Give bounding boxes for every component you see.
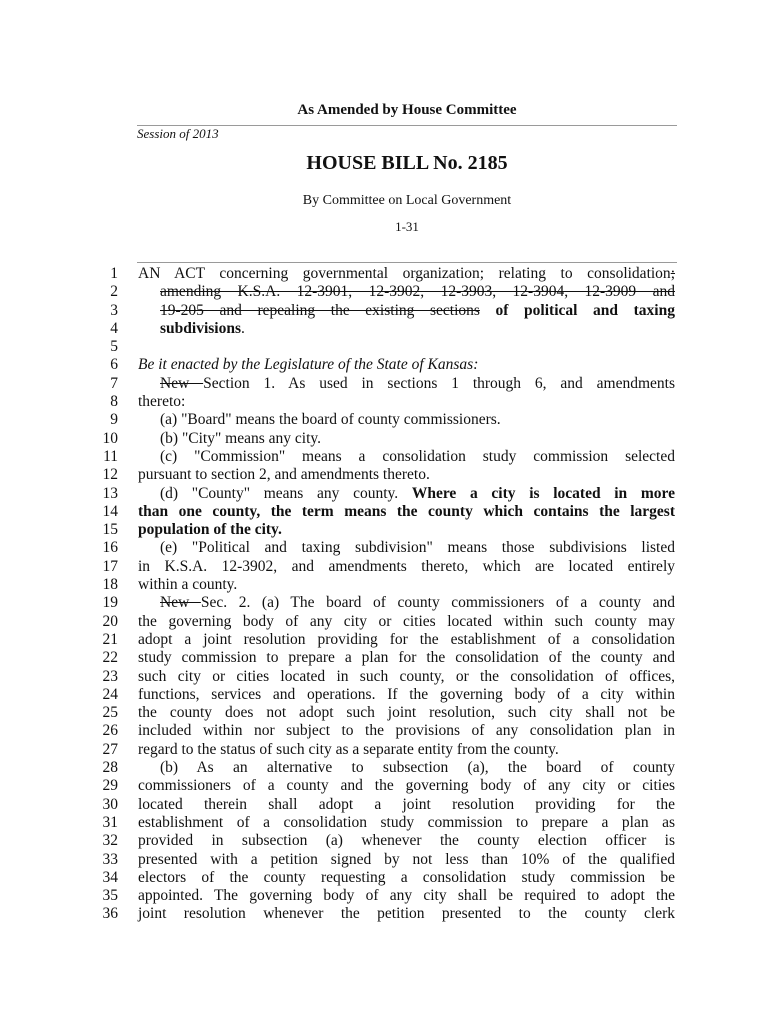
- line-text: [138, 466, 675, 484]
- line-number: 3: [110, 301, 118, 319]
- line-text: [138, 485, 675, 503]
- line-number: 30: [102, 795, 118, 813]
- line-number: 16: [102, 539, 118, 557]
- line-text: [138, 796, 675, 814]
- struck-text: New: [160, 374, 204, 392]
- line-number: 9: [110, 411, 118, 429]
- line-text: [138, 283, 675, 301]
- bill-line: [0, 668, 770, 686]
- struck-text: New: [160, 594, 201, 612]
- bill-line: [0, 448, 770, 466]
- text-segment: joint resolution whenever the petition presented to the county clerk: [138, 905, 675, 923]
- line-number: 21: [102, 630, 118, 648]
- line-text: [138, 411, 675, 429]
- text-segment: (d) "County" means any county.: [160, 484, 412, 502]
- bill-text: [0, 265, 770, 924]
- text-segment: commissioners of a county and the governing body of any city or cities: [138, 777, 675, 795]
- line-text: [138, 704, 675, 722]
- line-number: 35: [102, 887, 118, 905]
- text-segment: Be it enacted by the Legislature of the State of Kansas:: [138, 356, 479, 374]
- line-number: 34: [102, 868, 118, 886]
- bill-line: [0, 393, 770, 411]
- line-text: [138, 558, 675, 576]
- session-label: Session of 2013: [137, 126, 219, 141]
- line-text: [138, 869, 675, 887]
- text-segment: within a county.: [138, 576, 238, 594]
- line-number: 12: [102, 466, 118, 484]
- line-text: [138, 668, 675, 686]
- line-number: 23: [102, 667, 118, 685]
- line-number: 14: [102, 502, 118, 520]
- bill-line: [0, 430, 770, 448]
- bill-line: [0, 686, 770, 704]
- line-number: 17: [102, 557, 118, 575]
- line-text: [138, 594, 675, 612]
- line-text: [138, 430, 675, 448]
- text-segment: located therein shall adopt a joint resolution providing for the: [138, 795, 675, 813]
- line-text: [138, 686, 675, 704]
- line-number: 6: [110, 356, 118, 374]
- text-segment: electors of the county requesting a consolidation study commission be: [138, 868, 675, 886]
- bill-title: HOUSE BILL No. 2185: [306, 152, 508, 174]
- text-segment: functions, services and operations. If the governing body of a city within: [138, 685, 675, 703]
- text-segment: (b) "City" means any city.: [160, 429, 322, 447]
- amendment-text: of political and taxing: [479, 301, 675, 319]
- line-text: [138, 356, 675, 374]
- line-text: [138, 851, 675, 869]
- line-number: 33: [102, 850, 118, 868]
- text-segment: regard to the status of such city as a separate entity from the county.: [138, 740, 559, 758]
- bill-line: [0, 375, 770, 393]
- line-text: [138, 448, 675, 466]
- bill-line: [0, 503, 770, 521]
- line-number: 29: [102, 777, 118, 795]
- line-number: 25: [102, 704, 118, 722]
- bill-line: [0, 411, 770, 429]
- line-text: [138, 631, 675, 649]
- bill-line: [0, 558, 770, 576]
- text-segment: adopt a joint resolution providing for the establishment of a consolidation: [138, 630, 675, 648]
- line-number: 22: [102, 649, 118, 667]
- line-number: 4: [110, 319, 118, 337]
- text-segment: included within nor subject to the provisions of any consolidation plan in: [138, 722, 675, 740]
- line-text: [138, 741, 675, 759]
- line-number: 13: [102, 484, 118, 502]
- text-segment: .: [241, 319, 245, 337]
- line-text: [138, 539, 675, 557]
- bill-line: [0, 302, 770, 320]
- line-number: 8: [110, 393, 118, 411]
- struck-text: ;: [670, 265, 675, 282]
- bill-line: [0, 777, 770, 795]
- line-number: 20: [102, 612, 118, 630]
- line-text: [138, 521, 675, 539]
- line-text: [138, 576, 675, 594]
- bill-line: [0, 521, 770, 539]
- line-number: 10: [102, 429, 118, 447]
- bill-line: [0, 631, 770, 649]
- bill-line: [0, 338, 770, 356]
- line-text: [138, 320, 675, 338]
- bill-line: [0, 851, 770, 869]
- bill-line: [0, 649, 770, 667]
- line-number: 5: [110, 338, 118, 356]
- bill-line: [0, 576, 770, 594]
- bill-line: [0, 539, 770, 557]
- bill-line: [0, 613, 770, 631]
- bill-line: [0, 832, 770, 850]
- line-text: [138, 302, 675, 320]
- line-number: 36: [102, 905, 118, 923]
- struck-text: 19-205 and repealing the existing sections: [160, 301, 480, 319]
- text-segment: pursuant to section 2, and amendments thereto.: [138, 466, 430, 484]
- text-segment: presented with a petition signed by not less than 10% of the qualified: [138, 850, 675, 868]
- text-segment: (c) "Commission" means a consolidation study commission selected: [160, 447, 675, 465]
- line-text: [138, 503, 675, 521]
- line-text: [138, 265, 675, 283]
- amendment-text: population of the city.: [138, 521, 282, 539]
- bill-line: [0, 320, 770, 338]
- bill-date: 1-31: [395, 219, 419, 234]
- line-number: 31: [102, 813, 118, 831]
- line-number: 7: [110, 374, 118, 392]
- bill-line: [0, 485, 770, 503]
- bill-line: [0, 356, 770, 374]
- bill-line: [0, 466, 770, 484]
- text-segment: in K.S.A. 12-3902, and amendments thereto, which are located entirely: [138, 557, 675, 575]
- text-segment: appointed. The governing body of any city shall be required to adopt the: [138, 887, 675, 905]
- line-text: [138, 722, 675, 740]
- bill-line: [0, 722, 770, 740]
- text-segment: study commission to prepare a plan for the consolidation of the county and: [138, 649, 675, 667]
- line-number: 19: [102, 594, 118, 612]
- line-number: 18: [102, 576, 118, 594]
- text-segment: AN ACT concerning governmental organization; relating to consolidation: [138, 265, 671, 282]
- line-number: 1: [110, 265, 118, 282]
- line-text: [138, 393, 675, 411]
- line-number: 24: [102, 685, 118, 703]
- struck-text: amending K.S.A. 12-3901, 12-3902, 12-3903, 12-3904, 12-3909 and: [160, 283, 675, 301]
- text-segment: establishment of a consolidation study commission to prepare a plan as: [138, 813, 675, 831]
- line-number: 28: [102, 759, 118, 777]
- amendment-text: subdivisions: [160, 319, 241, 337]
- text-segment: (b) As an alternative to subsection (a), the board of county: [160, 759, 675, 777]
- line-text: [138, 905, 675, 923]
- bill-sponsor: By Committee on Local Government: [302, 193, 512, 208]
- line-number: 32: [102, 832, 118, 850]
- text-segment: thereto:: [138, 393, 186, 411]
- line-text: [138, 887, 675, 905]
- bill-line: [0, 283, 770, 301]
- line-text: [138, 649, 675, 667]
- amendment-text: than one county, the term means the county which contains the largest: [138, 502, 675, 520]
- line-text: [138, 613, 675, 631]
- text-segment: Section 1. As used in sections 1 through 6, and amendments: [203, 374, 675, 392]
- line-number: 15: [102, 521, 118, 539]
- text-segment: such city or cities located in such county, or the consolidation of offices,: [138, 667, 675, 685]
- line-text: [138, 375, 675, 393]
- bill-line: [0, 905, 770, 923]
- text-segment: the county does not adopt such joint resolution, such city shall not be: [138, 704, 675, 722]
- line-text: [138, 814, 675, 832]
- bill-line: [0, 704, 770, 722]
- line-number: 2: [110, 283, 118, 301]
- text-segment: (a) "Board" means the board of county commissioners.: [160, 411, 501, 429]
- bill-line: [0, 741, 770, 759]
- bill-line: [0, 869, 770, 887]
- bill-line: [0, 759, 770, 777]
- text-segment: the governing body of any city or cities located within such county may: [138, 612, 675, 630]
- line-number: 27: [102, 740, 118, 758]
- line-number: 26: [102, 722, 118, 740]
- bill-line: [0, 594, 770, 612]
- bill-line: [0, 265, 770, 283]
- body-rule: [137, 262, 677, 263]
- line-text: [138, 759, 675, 777]
- text-segment: provided in subsection (a) whenever the county election officer is: [138, 832, 675, 850]
- amendment-text: Where a city is located in more: [411, 484, 675, 502]
- line-text: [138, 777, 675, 795]
- bill-line: [0, 887, 770, 905]
- line-number: 11: [103, 447, 118, 465]
- text-segment: (e) "Political and taxing subdivision" means those subdivisions listed: [160, 539, 675, 557]
- bill-line: [0, 814, 770, 832]
- line-text: [138, 832, 675, 850]
- text-segment: Sec. 2. (a) The board of county commissioners of a county and: [200, 594, 675, 612]
- bill-line: [0, 796, 770, 814]
- amended-status: As Amended by House Committee: [297, 102, 517, 118]
